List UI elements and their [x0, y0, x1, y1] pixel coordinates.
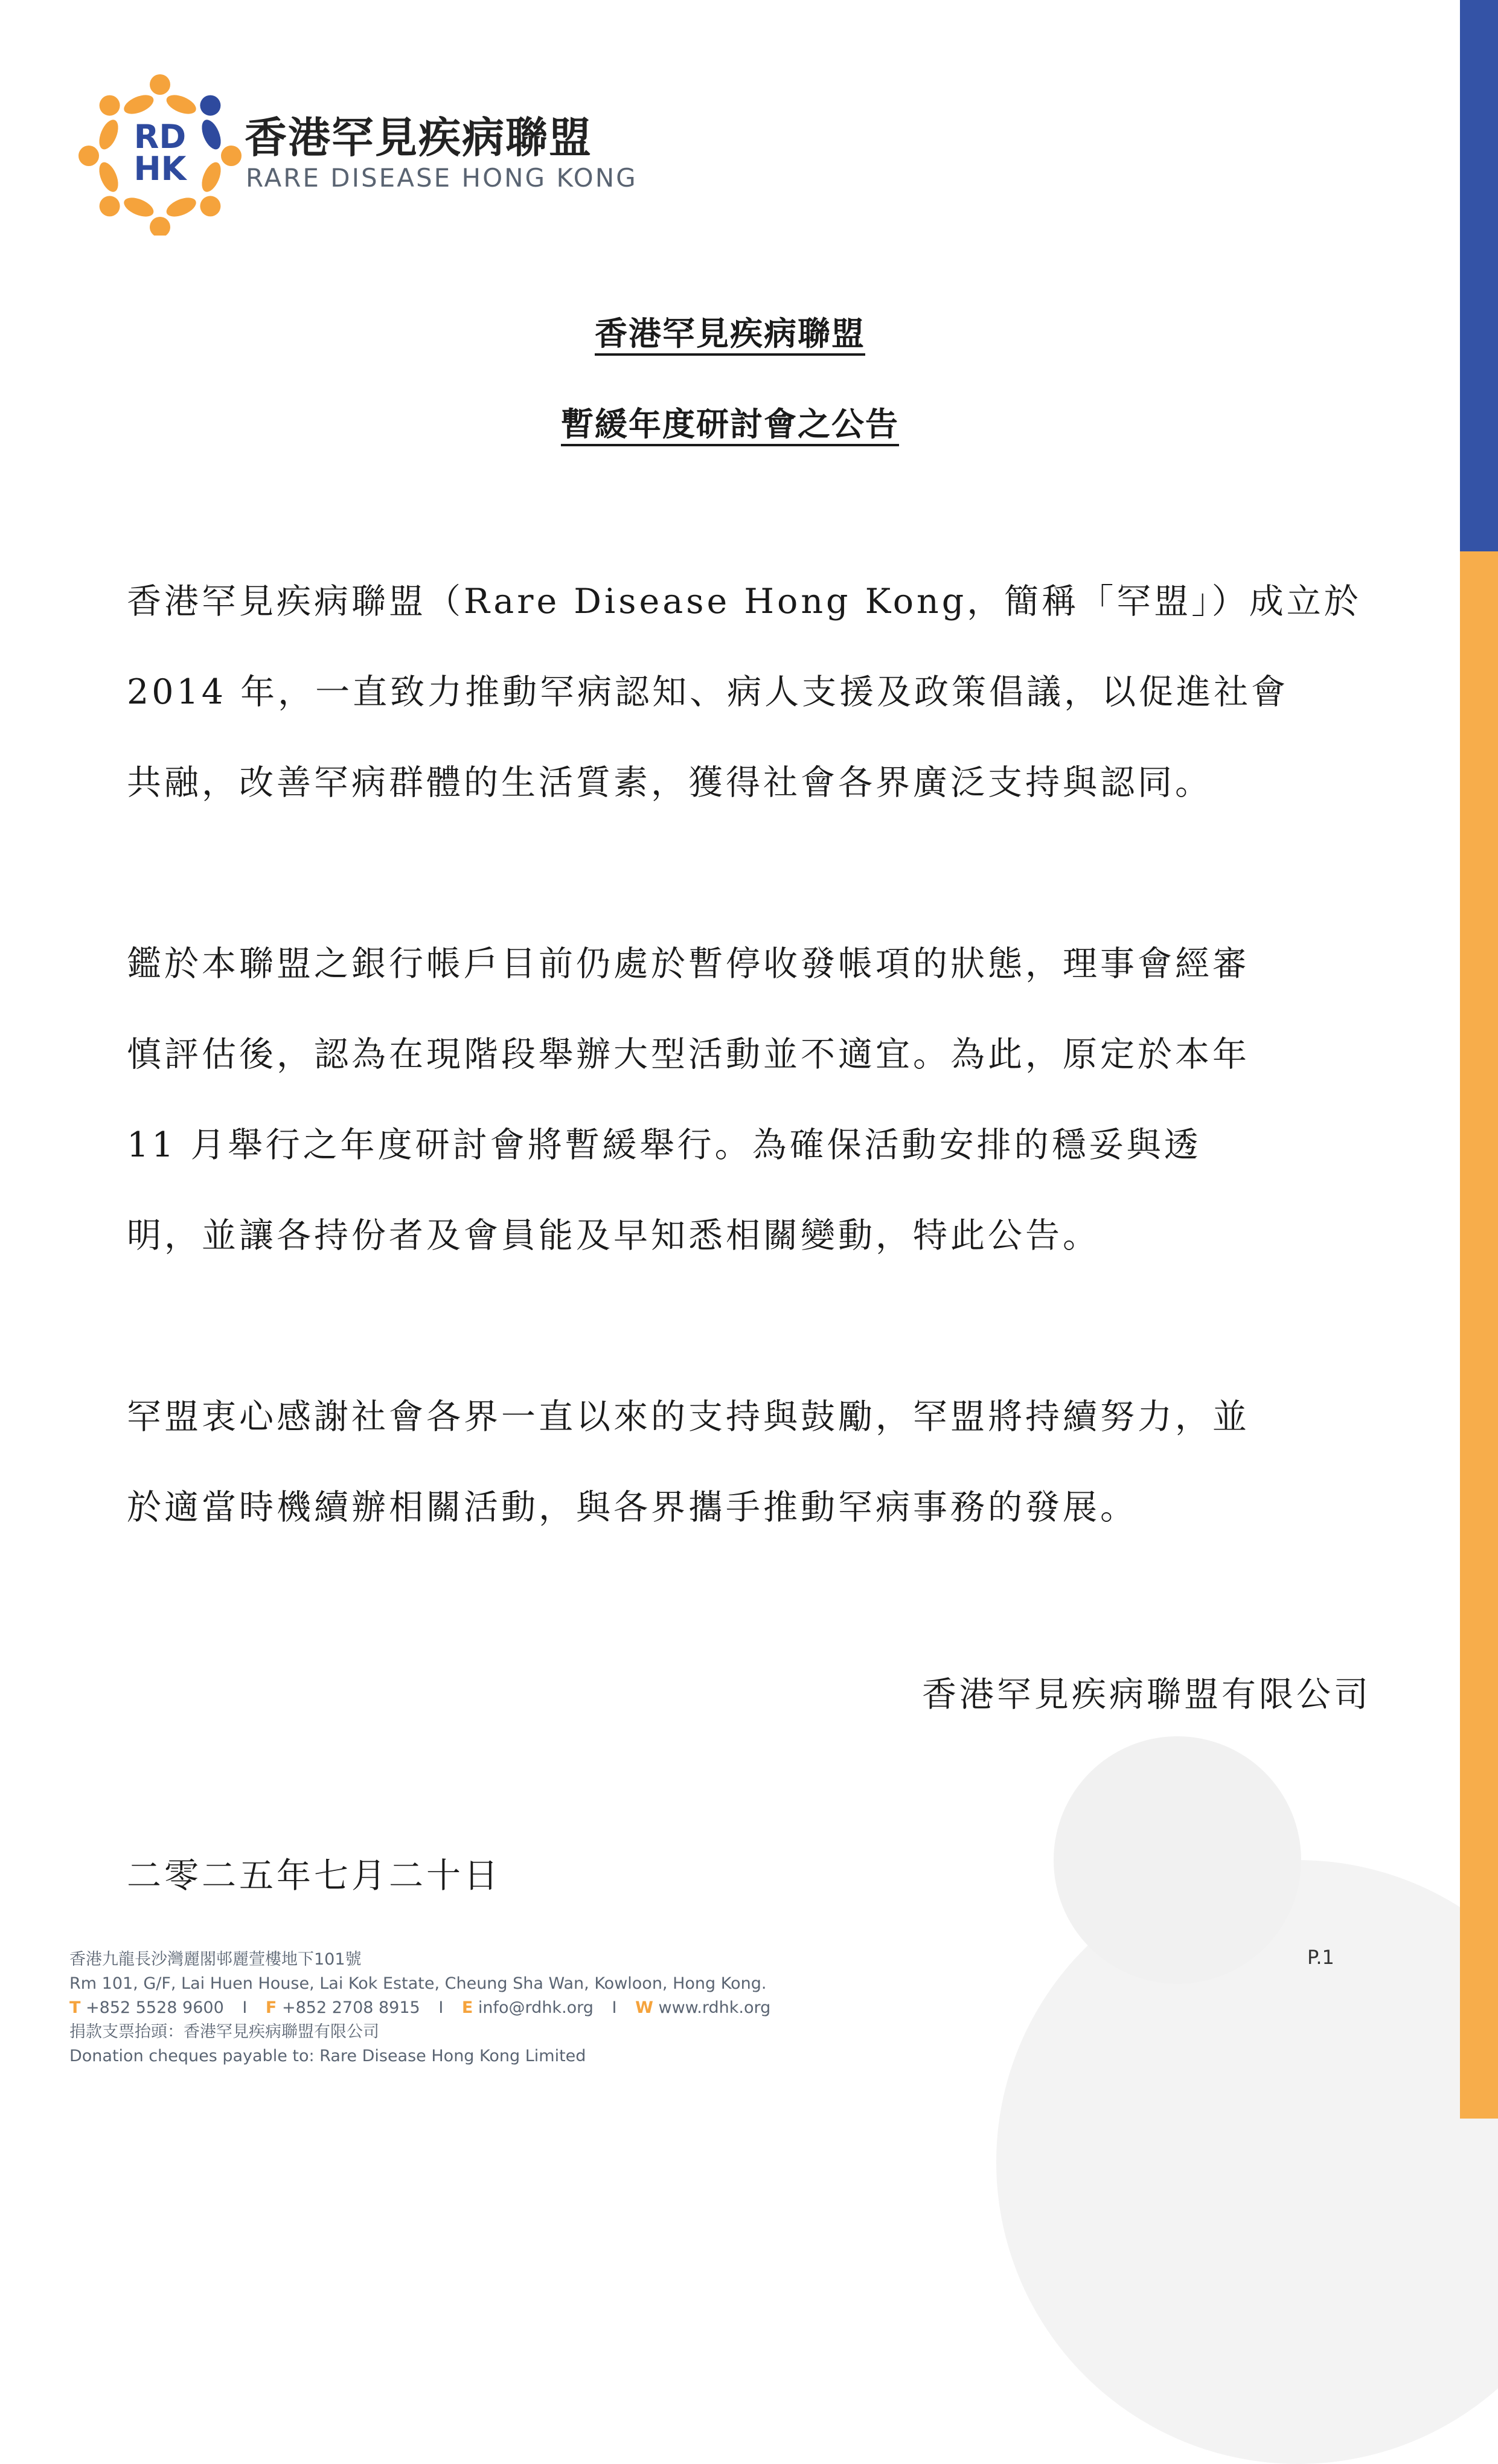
paragraph-1-line-3: 共融，改善罕病群體的生活質素，獲得社會各界廣泛支持與認同。: [127, 763, 1212, 803]
footer-website[interactable]: www.rdhk.org: [658, 1998, 771, 2017]
footer-separator: I: [438, 1998, 444, 2017]
announcement-date: 二零二五年七月二十日: [127, 1856, 501, 1896]
logo-figure-arm: [198, 117, 225, 152]
footer-contact-block: [69, 1948, 770, 2068]
footer-separator: I: [612, 1998, 617, 2017]
logo-figure-arm: [121, 194, 156, 220]
footer-address-english: Rm 101, G/F, Lai Huen House, Lai Kok Estate, Cheung Sha Wan, Kowloon, Hong Kong.: [69, 1974, 767, 1993]
footer-tel: +852 5528 9600: [86, 1998, 224, 2017]
logo-figure-arm: [121, 91, 156, 118]
logo-figure-head: [150, 217, 170, 236]
page-number: P.1: [1307, 1946, 1334, 1969]
logo-figure-arm: [95, 159, 122, 194]
footer-contact-line: [69, 1996, 770, 2020]
organization-logo: [75, 66, 638, 236]
paragraph-1-line-1: 香港罕見疾病聯盟（Rare Disease Hong Kong，簡稱「罕盟」）成立於: [127, 582, 1362, 621]
announcement-title-subject: 暫緩年度研討會之公告: [561, 405, 899, 443]
logo-mark-letters-top: RD: [133, 118, 187, 156]
paragraph-2-line-4: 明，並讓各持份者及會員能及早知悉相關變動，特此公告。: [127, 1216, 1100, 1256]
watermark-small-circle: [1054, 1736, 1301, 1984]
logo-figure-head: [200, 196, 220, 216]
footer-cheque-english: Donation cheques payable to: Rare Disease Hong Kong Limited: [69, 2047, 586, 2065]
logo-name-english: RARE DISEASE HONG KONG: [246, 163, 638, 193]
signature-organization: 香港罕見疾病聯盟有限公司: [922, 1675, 1371, 1715]
footer-web-label: W: [635, 1998, 653, 2017]
logo-name-chinese: 香港罕見疾病聯盟: [245, 113, 592, 162]
paragraph-2-line-3: 11 月舉行之年度研討會將暫緩舉行。為確保活動安排的穩妥與透: [127, 1125, 1202, 1165]
logo-mark-letters-bottom: HK: [133, 150, 187, 188]
footer-address-chinese: 香港九龍長沙灣麗閣邨麗萱樓地下101號: [69, 1950, 362, 1969]
footer-fax: +852 2708 8915: [281, 1998, 420, 2017]
side-strip-blue: [1460, 0, 1498, 551]
footer-cheque-chinese: 捐款支票抬頭：香港罕見疾病聯盟有限公司: [69, 2023, 379, 2041]
footer-tel-label: T: [69, 1998, 81, 2017]
footer-email-label: E: [461, 1998, 473, 2017]
side-strip-orange: [1460, 551, 1498, 2119]
side-color-strip: [1460, 0, 1498, 2119]
logo-figure-arm: [164, 194, 199, 220]
paragraph-2-line-2: 慎評估後，認為在現階段舉辦大型活動並不適宜。為此，原定於本年: [127, 1035, 1250, 1074]
paragraph-1-line-2: 2014 年，一直致力推動罕病認知、病人支援及政策倡議，以促進社會: [127, 672, 1289, 712]
logo-figure-head: [100, 196, 120, 216]
footer-fax-label: F: [265, 1998, 277, 2017]
footer-email[interactable]: info@rdhk.org: [478, 1998, 594, 2017]
announcement-title-organization: 香港罕見疾病聯盟: [595, 314, 865, 353]
logo-figure-head: [78, 146, 99, 166]
logo-figure-arm: [95, 117, 122, 152]
logo-figure-head: [150, 74, 170, 95]
paragraph-3-line-2: 於適當時機續辦相關活動，與各界攜手推動罕病事務的發展。: [127, 1487, 1138, 1527]
paragraph-3-line-1: 罕盟衷心感謝社會各界一直以來的支持與鼓勵，罕盟將持續努力，並: [127, 1397, 1250, 1437]
paragraph-2-line-1: 鑑於本聯盟之銀行帳戶目前仍處於暫停收發帳項的狀態，理事會經審: [127, 944, 1250, 984]
logo-figure-head: [200, 95, 220, 116]
logo-figure-arm: [164, 91, 199, 118]
rdhk-logo-icon: [75, 66, 245, 236]
footer-separator: I: [242, 1998, 248, 2017]
logo-figure-head: [221, 146, 242, 166]
logo-figure-arm: [198, 159, 225, 194]
logo-figure-head: [100, 95, 120, 116]
